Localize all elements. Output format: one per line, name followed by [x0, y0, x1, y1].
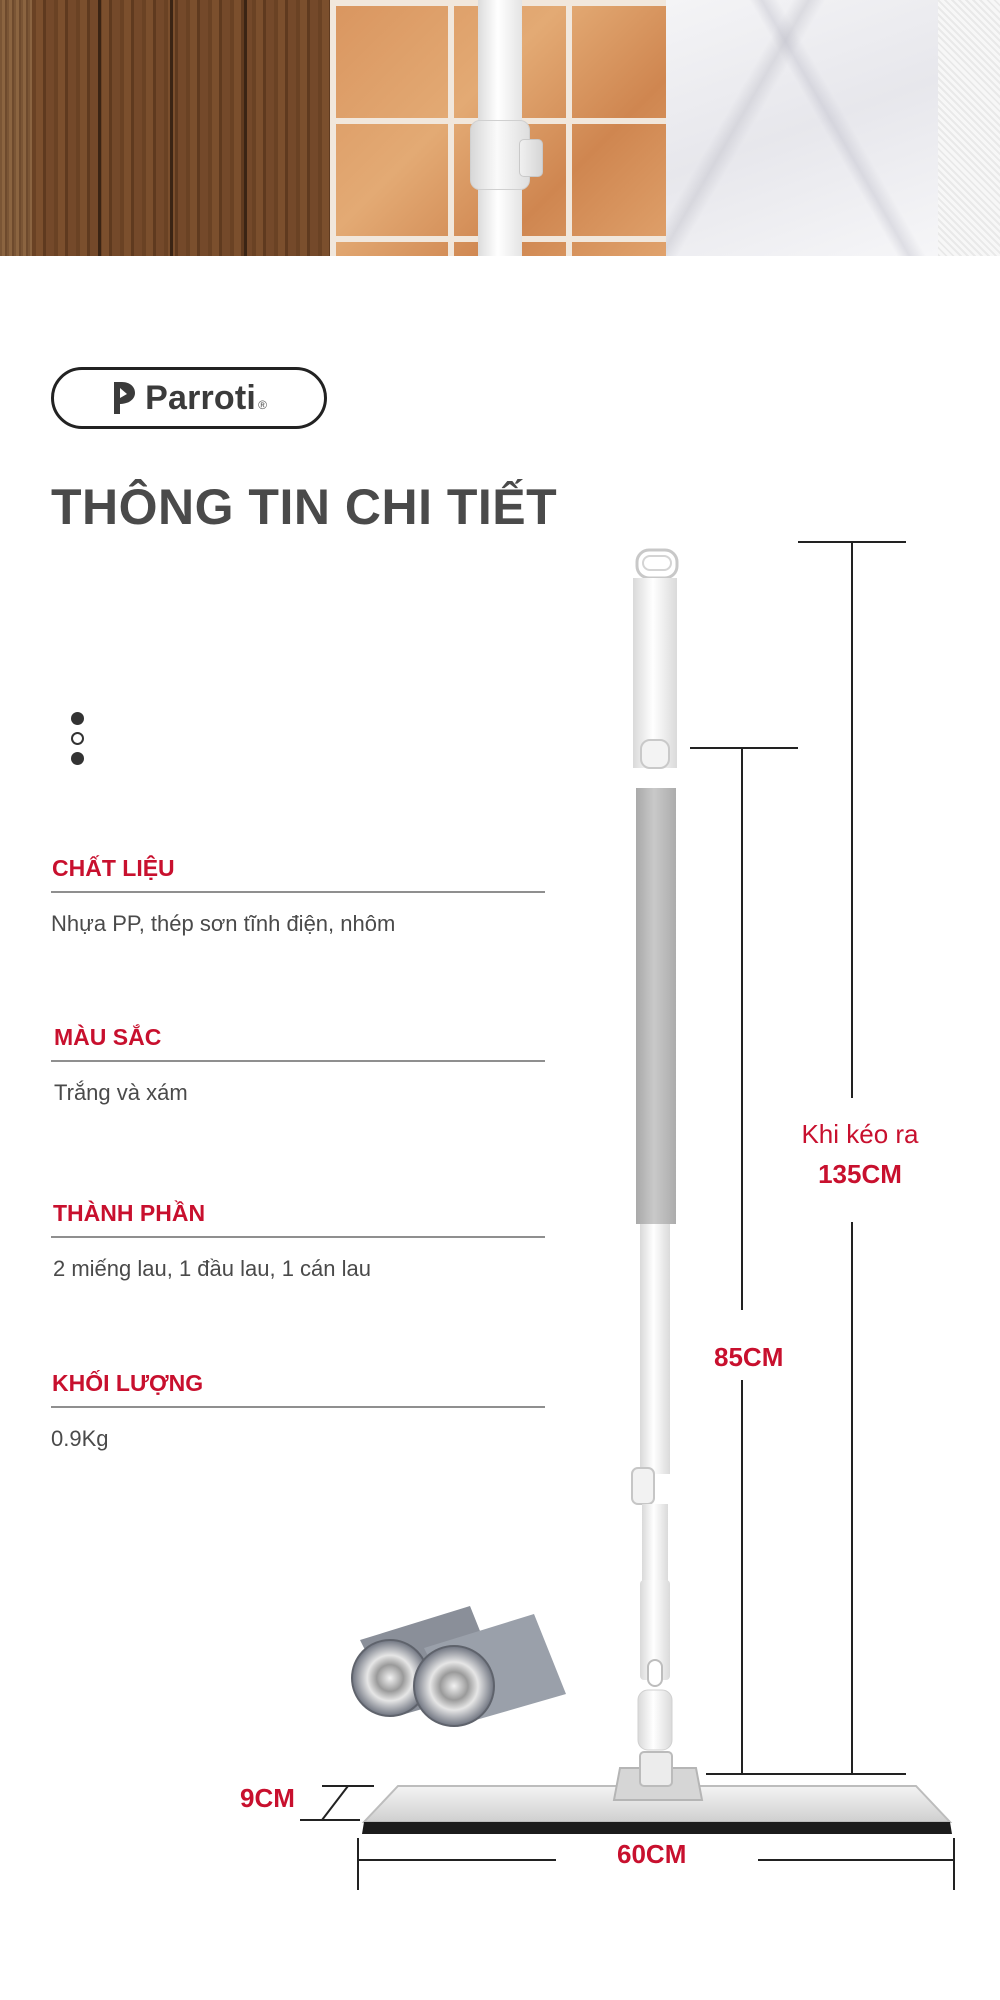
head-height-label: 9CM [240, 1783, 295, 1813]
page-title: THÔNG TIN CHI TIẾT [51, 479, 558, 535]
extended-length-label [780, 1114, 940, 1194]
mop-handle [632, 550, 677, 1750]
spec-weight-label: KHỐI LƯỢNG [52, 1370, 204, 1396]
extended-note: Khi kéo ra [801, 1119, 919, 1149]
collapsed-length-label: 85CM [714, 1342, 784, 1372]
spec-color-label: MÀU SẮC [54, 1024, 162, 1050]
spec-parts-label: THÀNH PHẦN [53, 1200, 206, 1226]
spec-weight-value: 0.9Kg [51, 1426, 109, 1451]
spec-color-value: Trắng và xám [54, 1080, 188, 1105]
spec-parts-value: 2 miếng lau, 1 đầu lau, 1 cán lau [53, 1256, 372, 1281]
spec-material-label: CHẤT LIỆU [52, 855, 175, 881]
head-width-label: 60CM [617, 1839, 687, 1869]
mop-head [362, 1752, 952, 1834]
registered-mark: ® [258, 398, 267, 412]
brand-name: Parroti [145, 378, 257, 417]
extended-length-value: 135CM [818, 1159, 902, 1189]
spare-mop-pads [352, 1606, 566, 1726]
spec-material-value: Nhựa PP, thép sơn tĩnh điện, nhôm [51, 911, 396, 936]
